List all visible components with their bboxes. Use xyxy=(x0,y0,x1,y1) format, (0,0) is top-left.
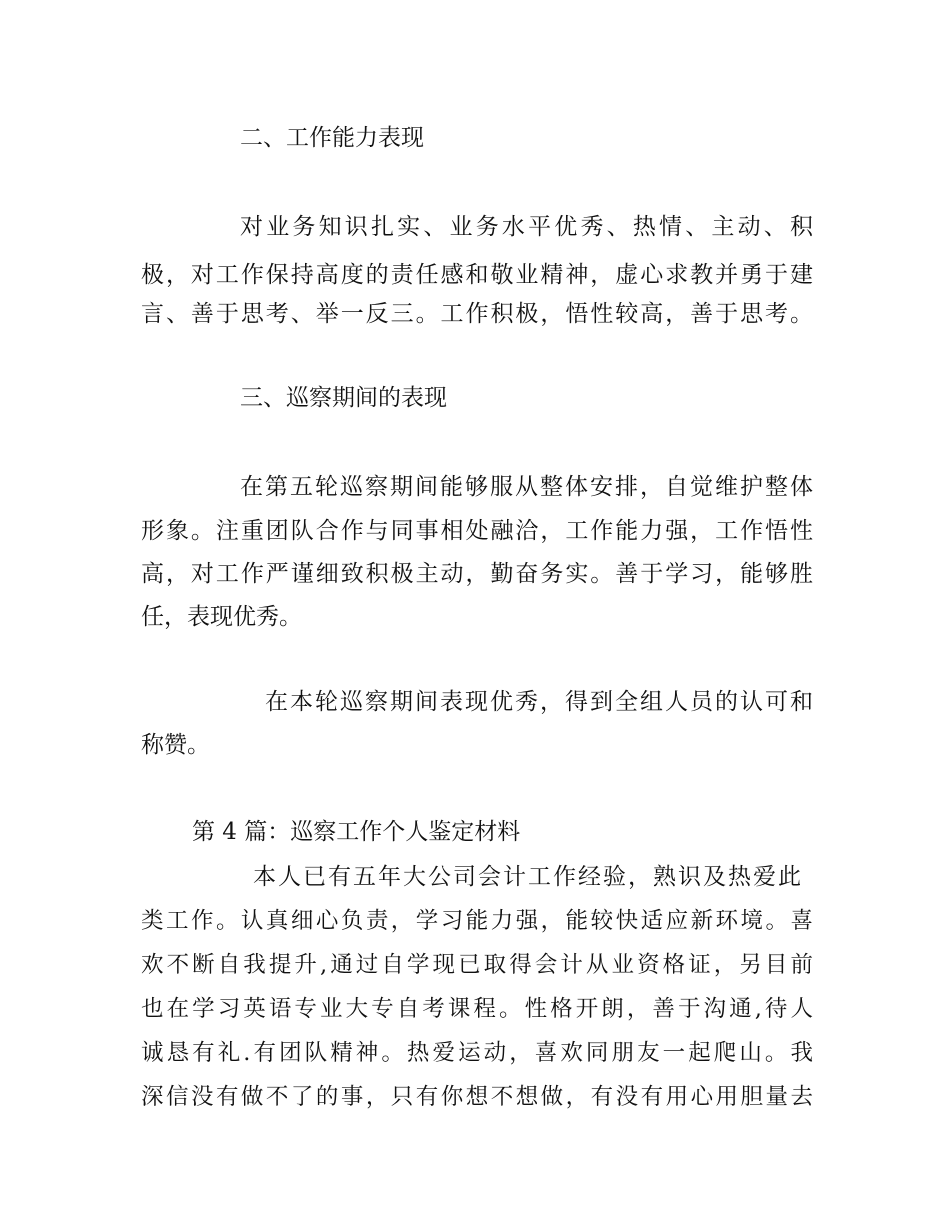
section-3-heading: 三、巡察期间的表现 xyxy=(240,385,447,411)
part-4-title: 第 4 篇：巡察工作个人鉴定材料 xyxy=(192,819,521,845)
paragraph-line: 类工作。认真细心负责，学习能力强，能较快适应新环境。喜 xyxy=(141,908,813,934)
paragraph-line: 对业务知识扎实、业务水平优秀、热情、主动、积 xyxy=(240,214,813,240)
paragraph-line: 深信没有做不了的事，只有你想不想做，有没有用心用胆量去 xyxy=(141,1084,813,1110)
paragraph-line: 在本轮巡察期间表现优秀，得到全组人员的认可和 xyxy=(265,689,813,715)
paragraph-line: 极，对工作保持高度的责任感和敬业精神，虚心求教并勇于建 xyxy=(141,262,813,288)
paragraph-line: 形象。注重团队合作与同事相处融洽，工作能力强，工作悟性 xyxy=(141,518,813,544)
paragraph-line: 称赞。 xyxy=(141,732,210,758)
paragraph-line: 也在学习英语专业大专自考课程。性格开朗，善于沟通,待人 xyxy=(141,996,813,1022)
paragraph-line: 任，表现优秀。 xyxy=(141,604,302,630)
paragraph-line: 欢不断自我提升,通过自学现已取得会计从业资格证，另目前 xyxy=(141,952,813,978)
paragraph-line: 言、善于思考、举一反三。工作积极，悟性较高，善于思考。 xyxy=(141,301,813,327)
section-2-heading: 二、工作能力表现 xyxy=(240,125,424,151)
paragraph-line: 在第五轮巡察期间能够服从整体安排，自觉维护整体 xyxy=(240,474,813,500)
paragraph-line: 诚恳有礼.有团队精神。热爱运动，喜欢同朋友一起爬山。我 xyxy=(141,1040,813,1066)
paragraph-line: 高，对工作严谨细致积极主动，勤奋务实。善于学习，能够胜 xyxy=(141,561,813,587)
paragraph-line: 本人已有五年大公司会计工作经验，熟识及热爱此 xyxy=(253,864,801,890)
